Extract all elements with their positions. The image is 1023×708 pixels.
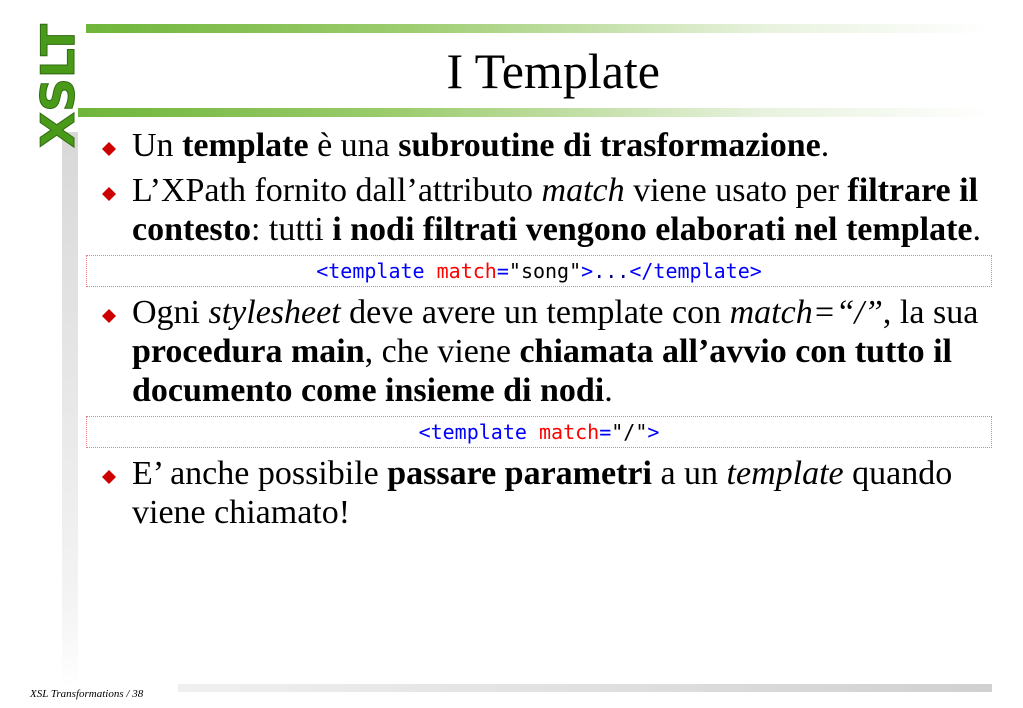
bullet-item: Un template è una subroutine di trasformazione. [94, 126, 994, 165]
code-example-root: <template match="/"> [86, 416, 992, 448]
title-rule-top [86, 24, 992, 33]
bullet-item: Ogni stylesheet deve avere un template con match=“/”, la sua procedura main, che viene chiamata all’avvio con tutto il documento come insieme di nodi. [94, 293, 994, 410]
title-rule-bottom [78, 108, 992, 117]
page-title: I Template [446, 43, 660, 99]
diamond-bullet-icon [102, 187, 116, 201]
diamond-bullet-icon [102, 309, 116, 323]
bullet-item: E’ anche possibile passare parametri a un template quando viene chiamato! [94, 454, 994, 532]
diamond-bullet-icon [102, 470, 116, 484]
side-band [62, 132, 78, 688]
code-example-song: <template match="song">...</template> [86, 255, 992, 287]
logo-text: XSLT [31, 26, 85, 148]
footer-rule [178, 684, 992, 692]
bullet-item: L’XPath fornito dall’attributo match viene usato per filtrare il contesto: tutti i nodi filtrati vengono elaborati nel template. [94, 171, 994, 249]
slide-footer: XSL Transformations / 38 [30, 688, 144, 700]
diamond-bullet-icon [102, 142, 116, 156]
slide-content [94, 126, 994, 532]
